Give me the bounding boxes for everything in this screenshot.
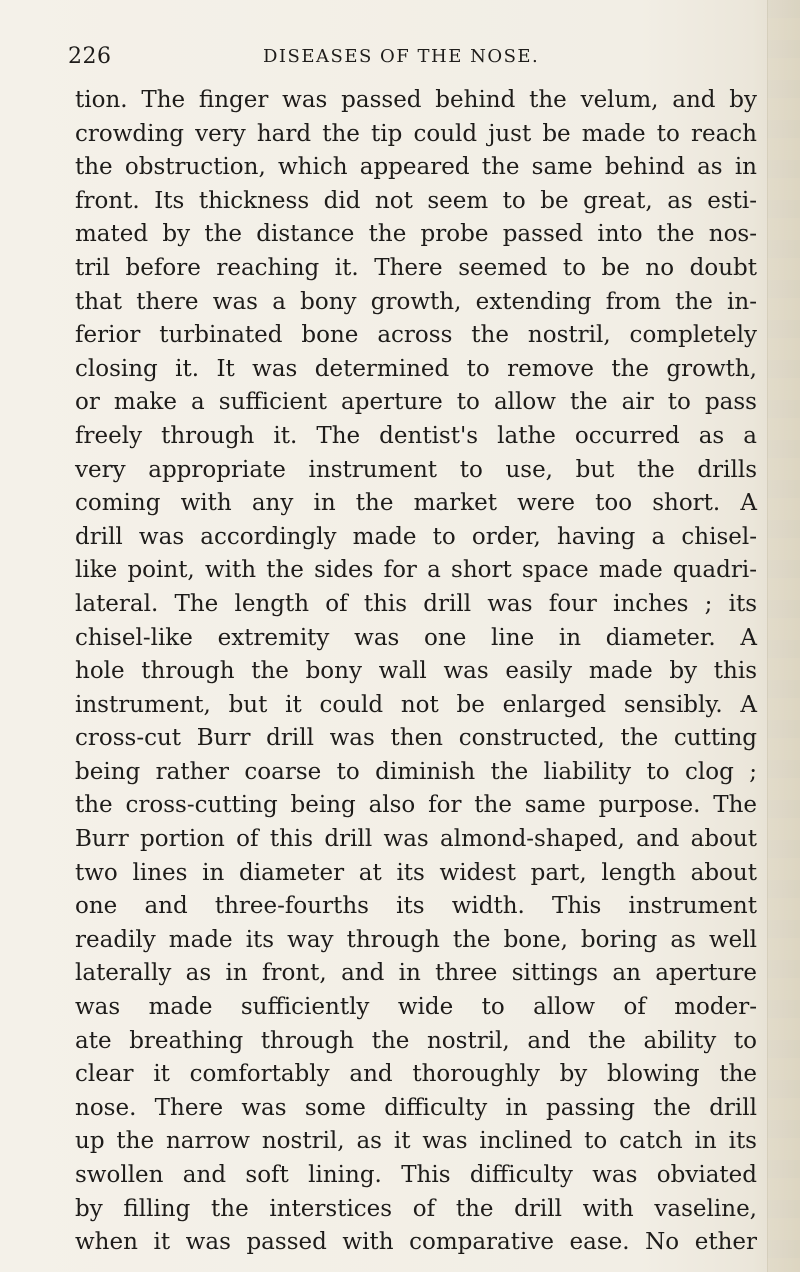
text-line: instrument, but it could not be enlarged sensibly. A xyxy=(75,691,757,718)
text-line: one and three-fourths its width. This instrument xyxy=(75,893,757,920)
text-line: drill was accordingly made to order, having a chisel- xyxy=(75,523,757,550)
text-line: hole through the bony wall was easily made by this xyxy=(75,658,757,685)
page-edge-shadow xyxy=(767,0,800,1272)
text-line: mated by the distance the probe passed into the nos- xyxy=(75,221,757,248)
text-line: ferior turbinated bone across the nostril, completely xyxy=(75,322,757,349)
text-line: crowding very hard the tip could just be made to reach xyxy=(75,120,757,147)
text-line: closing it. It was determined to remove the growth, xyxy=(75,355,757,382)
text-line: cross-cut Burr drill was then constructed, the cutting xyxy=(75,725,757,752)
text-line: tion. The finger was passed behind the velum, and by xyxy=(75,87,757,113)
text-line: like point, with the sides for a short space made quadri- xyxy=(75,557,757,584)
text-line: chisel-like extremity was one line in diameter. A xyxy=(75,624,757,651)
text-line: very appropriate instrument to use, but the drills xyxy=(75,456,757,483)
text-line: tril before reaching it. There seemed to be no doubt xyxy=(75,254,757,281)
text-line: Burr portion of this drill was almond-shaped, and about xyxy=(75,826,757,853)
text-line: or make a sufficient aperture to allow the air to pass xyxy=(75,389,757,416)
text-line: laterally as in front, and in three sittings an aperture xyxy=(75,960,757,987)
text-line: readily made its way through the bone, boring as well xyxy=(75,926,757,953)
page-number: 226 xyxy=(68,44,112,69)
text-line: up the narrow nostril, as it was inclined to catch in its xyxy=(75,1128,757,1155)
text-line: when it was passed with comparative ease. No ether xyxy=(75,1229,757,1256)
text-line: coming with any in the market were too short. A xyxy=(75,490,757,517)
text-line: by filling the interstices of the drill with vaseline, xyxy=(75,1195,757,1222)
text-line: ate breathing through the nostril, and the ability to xyxy=(75,1027,757,1054)
text-line: nose. There was some difficulty in passing the drill xyxy=(75,1094,757,1121)
text-line: swollen and soft lining. This difficulty was obviated xyxy=(75,1162,757,1188)
text-line: clear it comfortably and thoroughly by blowing the xyxy=(75,1061,757,1088)
running-head: DISEASES OF THE NOSE. xyxy=(263,46,540,67)
text-line: freely through it. The dentist's lathe occurred as a xyxy=(75,422,757,449)
text-line: being rather coarse to diminish the liability to clog ; xyxy=(75,758,757,785)
text-line: the cross-cutting being also for the same purpose. The xyxy=(75,792,757,819)
text-line: lateral. The length of this drill was four inches ; its xyxy=(75,590,757,617)
page-header xyxy=(68,44,758,74)
body-text xyxy=(75,84,757,1260)
text-line: the obstruction, which appeared the same behind as in xyxy=(75,154,757,181)
text-line: front. Its thickness did not seem to be great, as esti- xyxy=(75,187,757,214)
text-line: two lines in diameter at its widest part, length about xyxy=(75,859,757,886)
text-line: that there was a bony growth, extending from the in- xyxy=(75,288,757,315)
text-line: was made sufficiently wide to allow of moder- xyxy=(75,994,757,1021)
